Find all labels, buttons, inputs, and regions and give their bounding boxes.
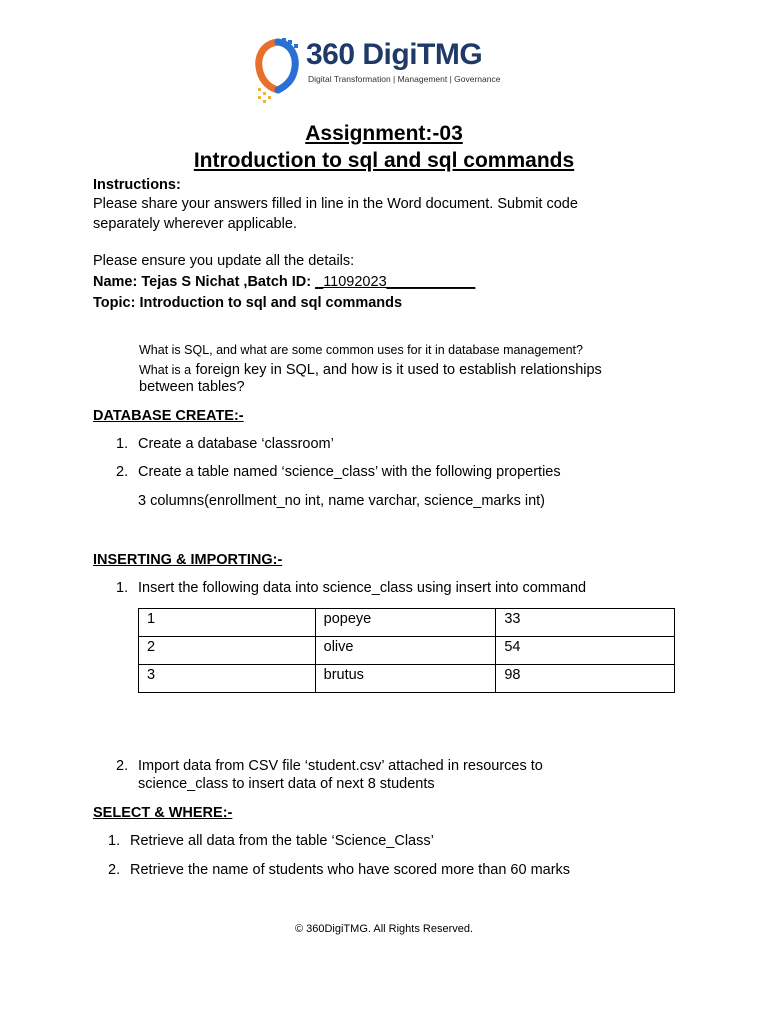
science-class-table [138, 608, 675, 693]
inserting-heading: INSERTING & IMPORTING:- [93, 552, 283, 568]
db-create-item-2 [116, 464, 561, 480]
table-cell: olive [315, 637, 496, 665]
table-cell: 98 [496, 665, 675, 693]
item-number: 1. [108, 833, 121, 849]
question-2-prefix: What is a [139, 363, 192, 377]
batch-id: _11092023___________ [315, 274, 476, 290]
item-text: Insert the following data into science_class using insert into command [138, 580, 587, 596]
select-item-2 [108, 862, 570, 878]
name-batch-line [93, 274, 475, 290]
instructions-line-2: separately wherever applicable. [93, 216, 297, 232]
import-item-2-line-2: science_class to insert data of next 8 students [138, 776, 435, 792]
logo-name: 360 DigiTMG [306, 38, 483, 71]
import-item-2 [116, 758, 543, 774]
item-number: 1. [116, 436, 129, 452]
footer-copyright: © 360DigiTMG. All Rights Reserved. [294, 923, 474, 935]
table-cell: popeye [315, 609, 496, 637]
table-cell: brutus [315, 665, 496, 693]
select-where-heading: SELECT & WHERE:- [93, 805, 233, 821]
table-cell: 2 [139, 637, 316, 665]
db-create-item-2-detail: 3 columns(enrollment_no int, name varchar, science_marks int) [138, 493, 545, 509]
question-1: What is SQL, and what are some common uses for it in database management? [139, 343, 583, 357]
table-row [139, 665, 675, 693]
db-create-item-1 [116, 436, 334, 452]
table-row [139, 637, 675, 665]
item-number: 2. [116, 464, 129, 480]
instructions-line-1: Please share your answers filled in line in the Word document. Submit code [93, 196, 578, 212]
table-row [139, 609, 675, 637]
item-text: Create a table named ‘science_class’ with the following properties [138, 464, 561, 480]
table-cell: 3 [139, 665, 316, 693]
item-text: Retrieve the name of students who have scored more than 60 marks [130, 862, 571, 878]
question-2-text: foreign key in SQL, and how is it used to establish relationships [195, 362, 602, 378]
item-number: 2. [108, 862, 121, 878]
select-item-1 [108, 833, 434, 849]
topic-line: Topic: Introduction to sql and sql commands [93, 295, 403, 311]
item-text: Retrieve all data from the table ‘Science_Class’ [130, 833, 434, 849]
assignment-title: Assignment:-03 [305, 122, 463, 145]
item-text: Import data from CSV file ‘student.csv’ attached in resources to [138, 758, 543, 774]
insert-item-1 [116, 580, 586, 596]
item-text: Create a database ‘classroom’ [138, 436, 334, 452]
item-number: 1. [116, 580, 129, 596]
question-2 [139, 361, 602, 379]
table-cell: 1 [139, 609, 316, 637]
instructions-heading: Instructions: [93, 177, 181, 193]
company-logo [252, 36, 512, 106]
logo-mark-icon [252, 36, 304, 106]
item-number: 2. [116, 758, 129, 774]
database-create-heading: DATABASE CREATE:- [93, 408, 244, 424]
logo-tagline: Digital Transformation | Management | Governance [308, 74, 501, 84]
name-label: Name: Tejas S Nichat ,Batch ID: [93, 274, 316, 290]
table-cell: 54 [496, 637, 675, 665]
assignment-subtitle: Introduction to sql and sql commands [193, 149, 575, 172]
ensure-details: Please ensure you update all the details: [93, 253, 355, 269]
table-cell: 33 [496, 609, 675, 637]
question-2-line-2: between tables? [139, 379, 245, 395]
